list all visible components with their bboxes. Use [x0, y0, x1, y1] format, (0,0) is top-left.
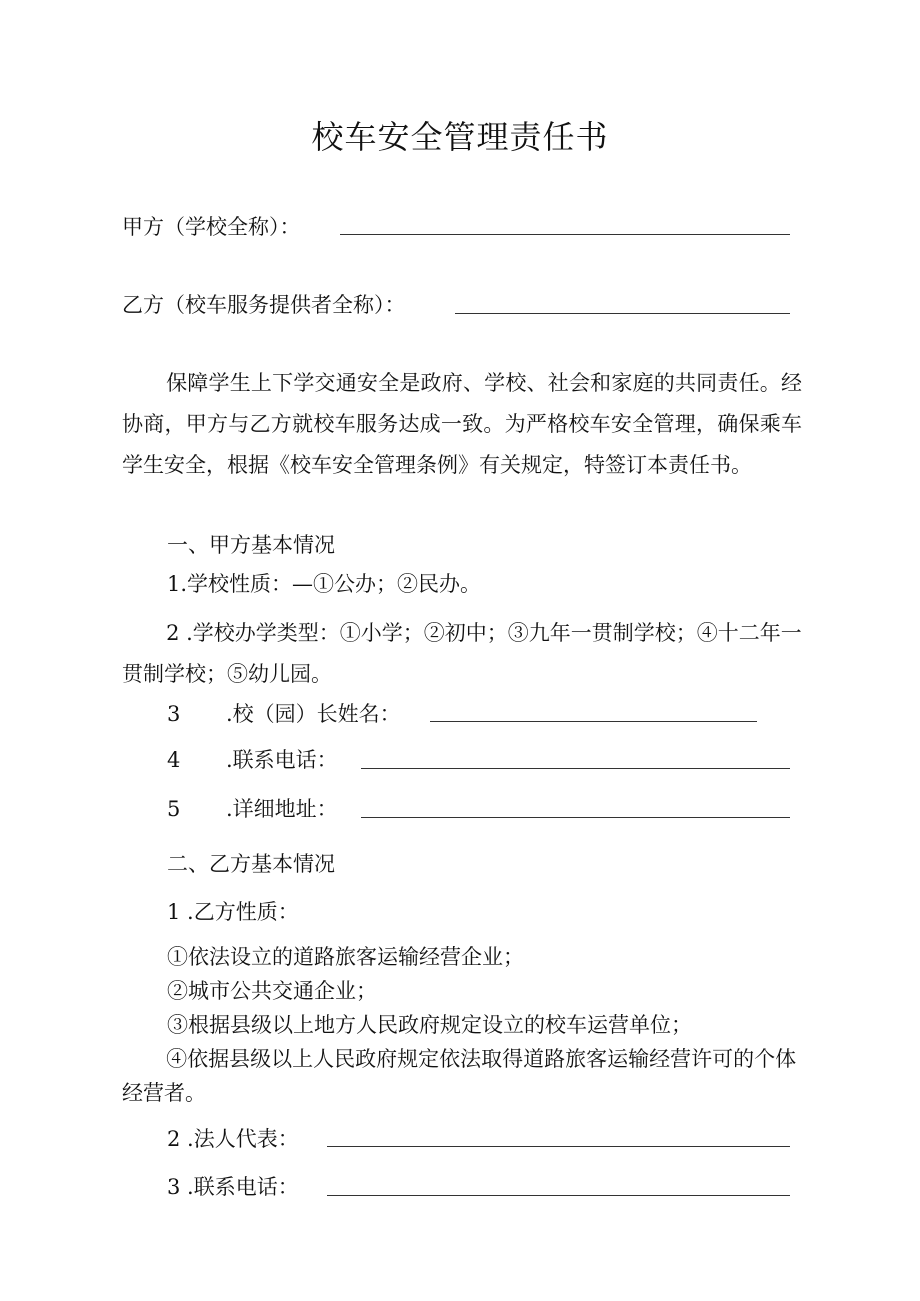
legal-rep-field[interactable]: [327, 1146, 790, 1147]
provider-option-2: ②城市公共交通企业；: [167, 979, 377, 1003]
school-phone-label: .联系电话：: [226, 748, 338, 772]
item-number-3: 3: [167, 702, 181, 726]
intro-paragraph: 保障学生上下学交通安全是政府、学校、社会和家庭的共同责任。经协商，甲方与乙方就校车服务达成一致。为严格校车安全管理，确保乘车学生安全，根据《校车安全管理条例》有关规定，特签订本责任书。: [122, 371, 802, 477]
address-label: .详细地址：: [226, 797, 338, 821]
party-a-name-field[interactable]: [340, 234, 790, 235]
provider-phone-field[interactable]: [327, 1195, 790, 1196]
provider-option-1: ①依法设立的道路旅客运输经营企业；: [167, 945, 524, 969]
party-b-name-field[interactable]: [455, 313, 790, 314]
principal-name-field[interactable]: [430, 721, 757, 722]
principal-name-label: .校（园）长姓名：: [226, 702, 401, 726]
school-phone-field[interactable]: [361, 768, 790, 769]
provider-phone-label: 3 .联系电话：: [167, 1175, 299, 1199]
legal-rep-label: 2 .法人代表：: [167, 1127, 299, 1151]
document-title: 校车安全管理责任书: [311, 118, 609, 156]
school-nature-item: 1.学校性质：—①公办；②民办。: [167, 572, 482, 596]
party-a-label: 甲方（学校全称）：: [122, 215, 301, 239]
item-number-4: 4: [167, 748, 181, 772]
party-b-label: 乙方（校车服务提供者全称）：: [122, 293, 406, 317]
provider-option-3: ③根据县级以上地方人民政府规定设立的校车运营单位；: [167, 1013, 692, 1037]
section-a-heading: 一、甲方基本情况: [167, 533, 335, 557]
item-number-5: 5: [167, 797, 181, 821]
school-type-item: 2 .学校办学类型：①小学；②初中；③九年一贯制学校；④十二年一贯制学校；⑤幼儿园。: [122, 621, 802, 686]
provider-option-4: ④依据县级以上人民政府规定依法取得道路旅客运输经营许可的个体经营者。: [122, 1047, 797, 1105]
address-field[interactable]: [361, 817, 790, 818]
provider-nature-item: 1 .乙方性质：: [167, 900, 299, 924]
section-b-heading: 二、乙方基本情况: [167, 852, 335, 876]
